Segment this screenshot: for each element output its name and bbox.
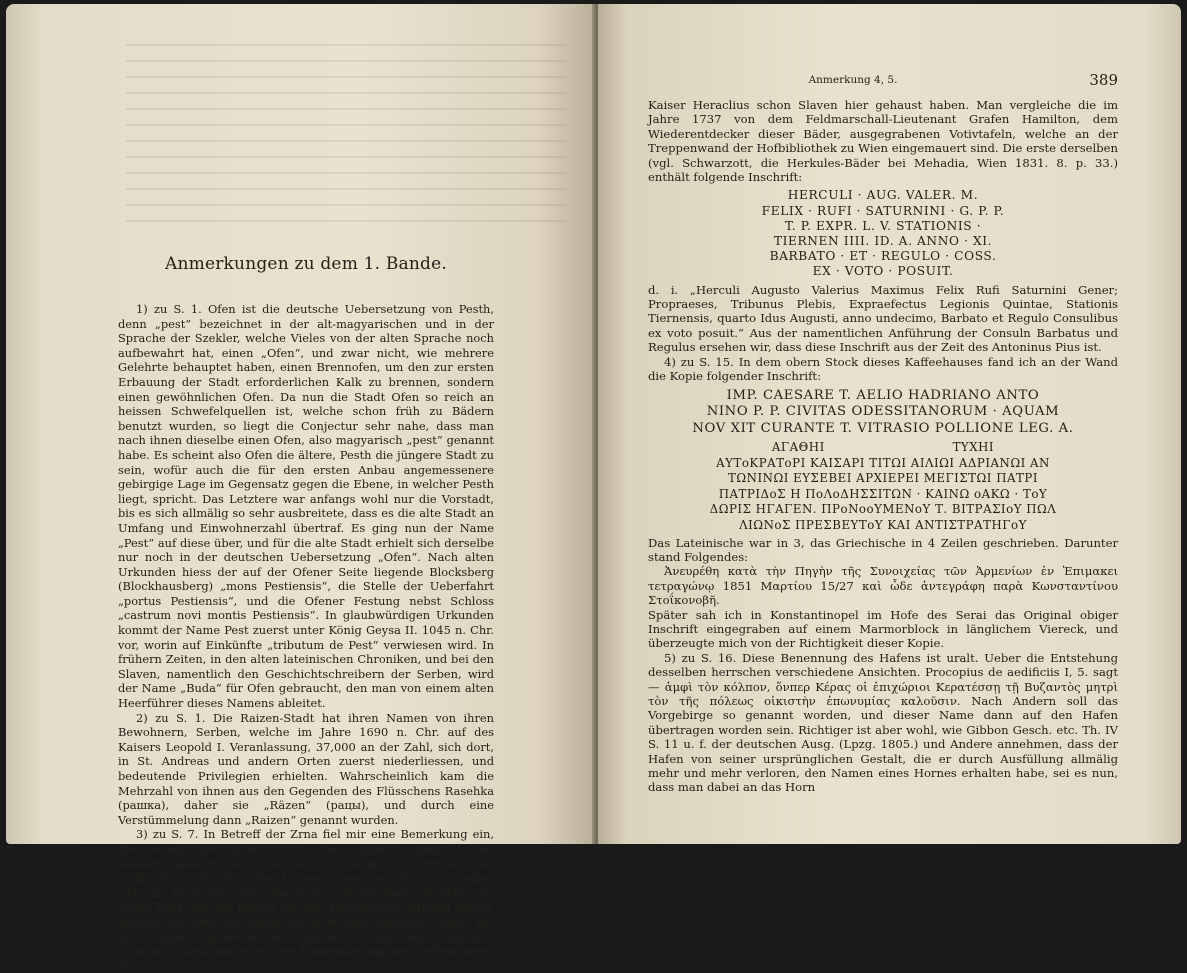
after-greek-paragraph: Das Lateinische war in 3, das Griechische in 4 Zeilen geschrieben. Darunter stand Folgendes: <box>648 535 1118 564</box>
inscription-line: FELIX · RUFI · SATURNINI · G. P. P. <box>761 203 1005 218</box>
latin-inscription-hercules <box>648 188 1118 279</box>
translation-paragraph: d. i. „Herculi Augusto Valerius Maximus Felix Rufi Saturnini Gener; Propraeses, Tribunus Plebis, Expraefectus Legionis Quintae, Stationis Tiernensis, quarto Idus Augusti, anno undecimo, Barbato et Regulo Consulibus ex voto posuit.“ Aus der namentlichen Anführung der Consuln Barbatus und Regulus ersehen wir, dass diese Inschrift aus der Zeit des Antoninus Pius ist. <box>648 282 1118 355</box>
greek-heading-word: ΤΥΧΗΙ <box>952 440 995 454</box>
greek-line: ΑΥΤοΚΡΑΤοΡΙ ΚΑΙΣΑΡΙ ΤΙΤΩΙ ΑΙΛΙΩΙ ΑΔΡΙΑΝΩΙ ΑΝ <box>716 455 1050 470</box>
greek-line: ΠΑΤΡΙΔοΣ Η ΠοΛοΔΗΣΣΙΤΩΝ · ΚΑΙΝΩ οΑΚΩ · ΤοΥ <box>718 486 1048 501</box>
later-paragraph: Später sah ich in Konstantinopel im Hofe des Serai das Original obiger Inschrift eingegraben auf einem Marmorblock in länglichem Viereck, und überzeugte mich von der Richtigkeit dieser Kopie. <box>648 607 1118 651</box>
bleed-through-text <box>126 44 566 234</box>
note-1: 1) zu S. 1. Ofen ist die deutsche Uebersetzung von Pesth, denn „pest“ bezeichnet in der alt-magyarischen und in der Sprache der Szekler, welche Vieles von der alten Sprache noch aufbewahrt hat, einen „Ofen“, und zwar nicht, wie mehrere Gelehrte behauptet haben, einen Brennofen, um den zur ersten Erbauung der Stadt erforderlichen Kalk zu brennen, sondern einen gewöhnlichen Ofen. Da nun die Stadt Ofen so reich an heissen Schwefelquellen ist, welche schon früh zu Bädern benutzt wurden, so liegt die Conjectur sehr nahe, dass man nach ihnen dieselbe einen Ofen, also magyarisch „pest“ genannt habe. Es scheint also Ofen die ältere, Pesth die jüngere Stadt zu sein, wofür auch die für den ersten Anbau angemessenere gebirgige Lage im Gegensatz gegen die Ebene, in welcher Pesth liegt, spricht. Das Letztere war anfangs wohl nur die Vorstadt, bis es sich allmälig so sehr ausbreitete, dass es die alte Stadt an Umfang und Einwohnerzahl übertraf. Es ging nun der Name „Pest“ auf diese über, und für die alte Stadt erhielt sich derselbe nur noch in der deutschen Uebersetzung „Ofen“. Nach alten Urkunden hiess der auf der Ofener Seite liegende Blocksberg (Blockhausberg) „mons Pestiensis“, die Stelle der Ueberfahrt „portus Pestiensis“, und die Ofener Festung nebst Schloss „castrum novi montis Pestiensis“. In glaubwürdigen Urkunden kommt der Name Pest zuerst unter König Geysa II. 1045 n. Chr. vor, worin auf Einkünfte „tributum de Pest“ verwiesen wird. In frühern Zeiten, in den alten lateinischen Chroniken, und bei den Slaven, namentlich den Geschichtschreibern der Serben, wird der Name „Buda“ für Ofen gebraucht, den man von einem alten Heerführer dieses Namens ableitet. <box>118 302 494 711</box>
greek-heading-word: ΑΓΑΘΗΙ <box>771 440 825 454</box>
left-page-text <box>118 302 494 973</box>
inscription-line: BARBATO · ET · REGULO · COSS. <box>769 249 997 264</box>
chapter-heading: Anmerkungen zu dem 1. Bande. <box>165 254 447 274</box>
left-page <box>6 4 596 973</box>
right-page-text <box>648 98 1118 795</box>
inscription-line: HERCULI · AUG. VALER. M. <box>787 188 979 203</box>
running-head: Anmerkung 4, 5. <box>808 74 898 86</box>
note-2: 2) zu S. 1. Die Raizen-Stadt hat ihren Namen von ihren Bewohnern, Serben, welche im Jahre 1690 n. Chr. auf des Kaisers Leopold I. Veranlassung, 37,000 an der Zahl, sich dort, in St. Andreas und andern Orten zuerst niederliessen, und bedeutende Privilegien erhielten. Wahrscheinlich kam die Mehrzahl von ihnen aus den Gegenden des Flüsschens Rasehka (рашка), daher sie „Räzen“ (рацы), und durch eine Verstümmelung dann „Raizen“ genannt wurden. <box>118 710 494 827</box>
greek-inscription <box>648 440 1118 534</box>
inscription-line: TIERNEN IIII. ID. A. ANNO · XI. <box>773 234 993 249</box>
note-5: 5) zu S. 16. Diese Benennung des Hafens ist uralt. Ueber die Entstehung desselben herrschen verschiedene Ansichten. Procopius de aedificiis I, 5. sagt — ἀμφὶ τὸν κόλπον, ὅνπερ Κέρας οἱ ἐπιχώριοι Κερατέσσῃ τῇ Βυζαντὸς μητρὶ τὸν τῆς πόλεως οἰκιστὴν ἐπωνυμίας καλοῦσιν. Nach Andern soll das Vorgebirge so genannt worden, und dieser Name dann auf den Hafen übertragen worden sein. Richtiger ist aber wohl, wie Gibbon Gesch. etc. Th. IV S. 11 u. f. der deutschen Ausg. (Lpzg. 1805.) und Andere annehmen, dass der Hafen von seiner ursprünglichen Gestalt, die er durch Ausfüllung allmälig mehr und mehr verloren, den Namen eines Hornes erhalten habe, sei es nun, dass man dabei an das Horn <box>648 650 1118 795</box>
greek-heading-line <box>648 440 1118 456</box>
greek-note-paragraph: Ἀνευρέθη κατὰ τὴν Πηγὴν τῆς Συνοιχείας τῶν Ἀρμενίων ἐν Ἐπιμακει τετραγώνῳ 1851 Μαρτίου 15/27 καὶ ὧδε ἀντεγράφη παρὰ Κωνσταντίνου Στοΐκονοβῆ. <box>648 564 1118 608</box>
page-header <box>648 71 1118 90</box>
latin-inscription-hadrian <box>648 388 1118 438</box>
inscription-line: T. P. EXPR. L. V. STATIONIS · <box>784 218 982 233</box>
inscription-line: IMP. CAESARE T. AELIO HADRIANO ANTO <box>726 387 1040 403</box>
note-3: 3) zu S. 7. In Betreff der Zrna fiel mir eine Bemerkung ein, die, wenn sie nicht schon von Andern gemacht ist, beachtungswerth sein möchte. Römische Inschriften, und vielleicht auch römische Autoren, sprechen hier von einer Colonia Tiernensis und Tsernensis. Darin liegt offenbar der Name Zrna, den die Römer von den Einwohnern entlehnt haben, welche, da Zrna ein slavisches Wort und slavischer Name ist, auch Slaven gewesen sein müssen. Somit wäre dadurch constatirt, dass lange vor der Einwanderung der Serben unter dem <box>118 827 494 973</box>
note-4: 4) zu S. 15. In dem obern Stock dieses Kaffeehauses fand ich an der Wand die Kopie folgender Inschrift: <box>648 354 1118 384</box>
right-page <box>598 4 1181 844</box>
inscription-line: EX · VOTO · POSUIT. <box>812 264 954 279</box>
inscription-line: NINO P. P. CIVITAS ODESSITANORUM · AQUAM <box>706 404 1060 419</box>
open-book <box>6 4 1181 973</box>
greek-line: ΤΩΝΙΝΩΙ ΕΥΣΕΒΕΙ ΑΡΧΙΕΡΕΙ ΜΕΓΙΣΤΩΙ ΠΑΤΡΙ <box>728 471 1038 486</box>
greek-line: ΛΙΩΝοΣ ΠΡΕΣΒΕΥΤοΥ ΚΑΙ ΑΝΤΙΣΤΡΑΤΗΓοΥ <box>739 517 1027 532</box>
greek-line: ΔΩΡΙΣ ΗΓΑΓΕΝ. ΠΡοΝοοΥΜΕΝοΥ Τ. ΒΙΤΡΑΣΙοΥ ΠΩΛ <box>709 502 1057 517</box>
page-number: 389 <box>1089 71 1118 89</box>
intro-paragraph: Kaiser Heraclius schon Slaven hier gehaust haben. Man vergleiche die im Jahre 1737 von dem Feldmarschall-Lieutenant Grafen Hamilton, dem Wiederentdecker dieser Bäder, ausgegrabenen Votivtafeln, welche an der Treppenwand der Hofbibliothek zu Wien eingemauert sind. Die erste derselben (vgl. Schwarzott, die Herkules-Bäder bei Mehadia, Wien 1831. 8. p. 33.) enthält folgende Inschrift: <box>648 98 1118 185</box>
inscription-line: NOV XIT CURANTE T. VITRASIO POLLIONE LEG. A. <box>692 420 1074 436</box>
